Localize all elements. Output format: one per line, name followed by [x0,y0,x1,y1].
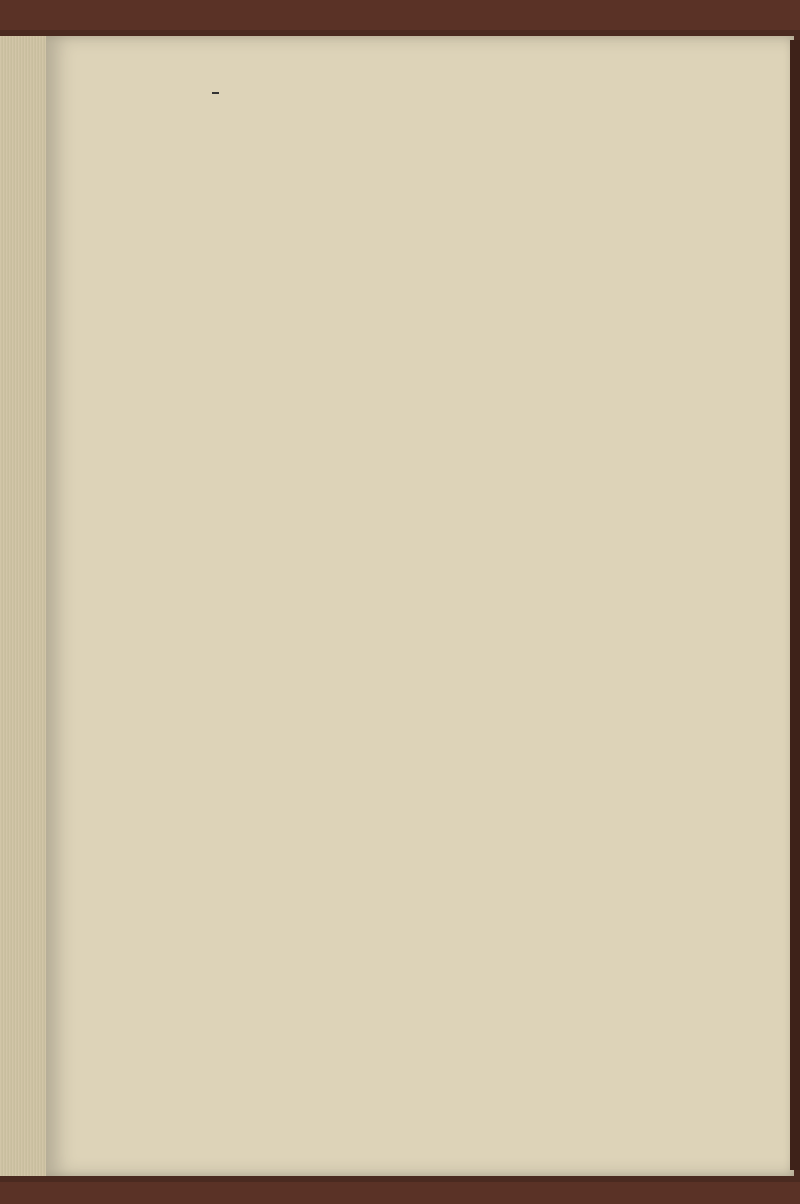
bottom-text-block [90,648,702,1060]
book-cover-bottom [0,1182,800,1204]
top-text-block [92,228,698,608]
small-dash-mark [212,92,219,94]
book-cover-right [790,40,800,1170]
book-cover-top [0,0,800,30]
